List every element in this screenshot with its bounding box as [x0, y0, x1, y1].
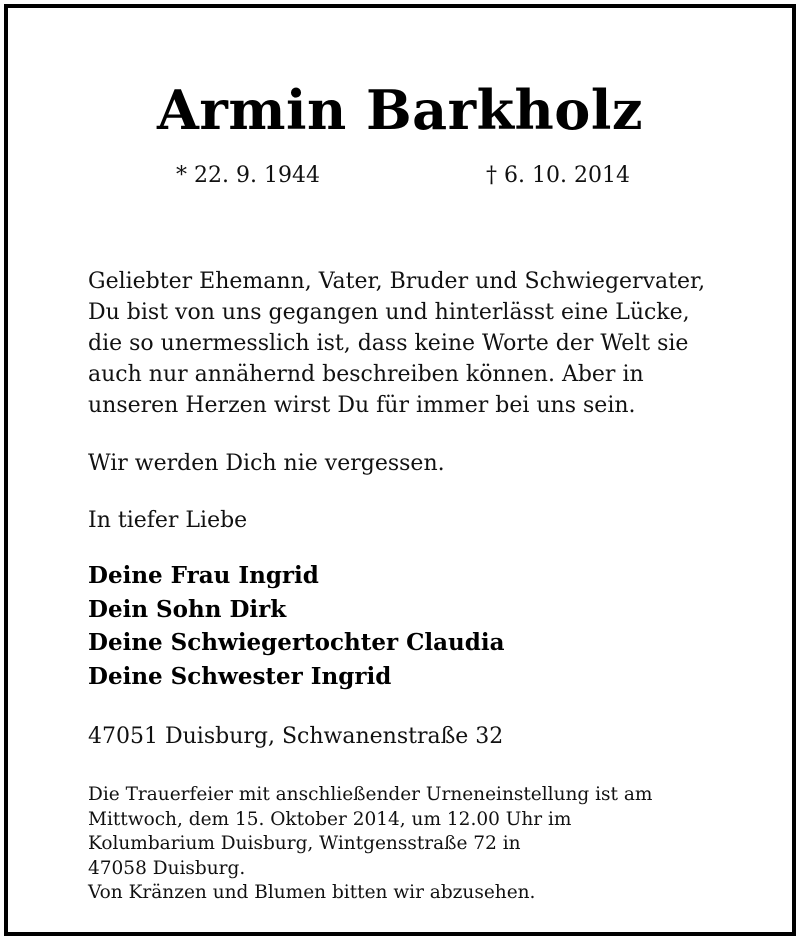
service-line: 47058 Duisburg. — [88, 857, 246, 879]
deceased-name: Armin Barkholz — [156, 78, 643, 142]
farewell-message — [88, 266, 718, 421]
mourner-name: Dein Sohn Dirk — [88, 595, 287, 623]
obituary-frame — [4, 4, 796, 936]
closing-line: In tiefer Liebe — [88, 508, 248, 533]
funeral-service-info — [88, 783, 728, 906]
message-line: Geliebter Ehemann, Vater, Bruder und Schwiegervater, — [88, 269, 706, 294]
message-line: die so unermesslich ist, dass keine Worte der Welt sie — [88, 331, 689, 356]
message-line: unseren Herzen wirst Du für immer bei uns sein. — [88, 393, 636, 418]
message-line: Du bist von uns gegangen und hinterlässt eine Lücke, — [88, 300, 690, 325]
mourner-name: Deine Schwiegertochter Claudia — [88, 629, 505, 656]
service-line: Mittwoch, dem 15. Oktober 2014, um 12.00 Uhr im — [88, 808, 572, 830]
remember-line: Wir werden Dich nie vergessen. — [88, 451, 445, 476]
message-line: auch nur annähernd beschreiben können. Aber in — [88, 362, 644, 387]
mourner-name: Deine Frau Ingrid — [88, 562, 319, 589]
birth-date: * 22. 9. 1944 — [176, 163, 320, 188]
service-line: Kolumbarium Duisburg, Wintgensstraße 72 in — [88, 833, 521, 854]
service-line: Die Trauerfeier mit anschließender Urneneinstellung ist am — [88, 784, 653, 805]
mourner-name: Deine Schwester Ingrid — [88, 662, 392, 690]
family-address: 47051 Duisburg, Schwanenstraße 32 — [88, 724, 504, 749]
death-date: † 6. 10. 2014 — [486, 163, 630, 188]
service-line: Von Kränzen und Blumen bitten wir abzusehen. — [88, 882, 536, 903]
mourners-list — [88, 559, 504, 693]
